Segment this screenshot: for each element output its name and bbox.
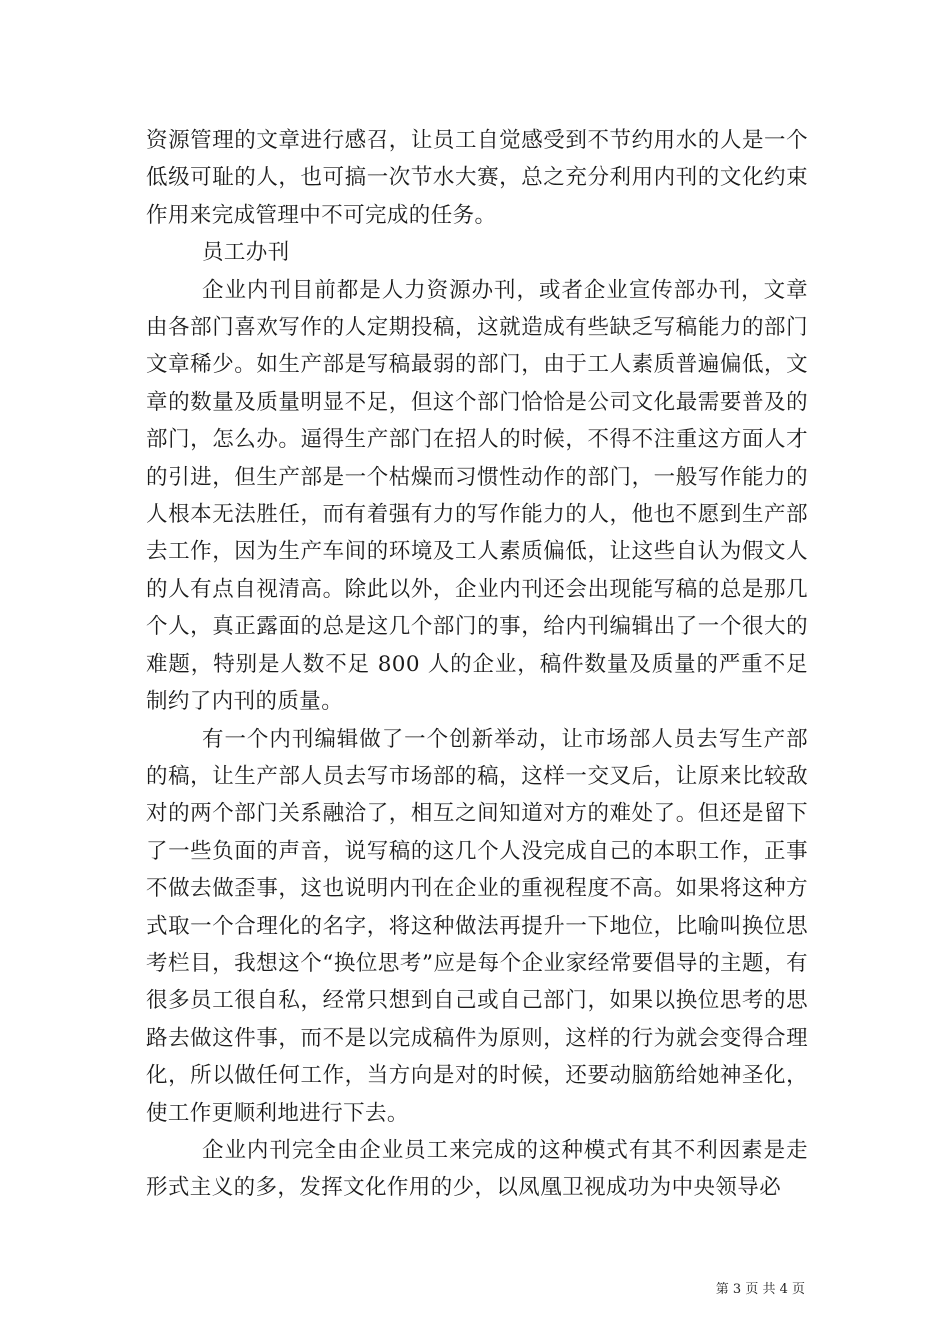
paragraph: 企业内刊目前都是人力资源办刊，或者企业宣传部办刊，文章由各部门喜欢写作的人定期投稿，这就造成有些缺乏写稿能力的部门文章稀少。如生产部是写稿最弱的部门，由于工人素质普遍偏低，文章的数量及质量明显不足，但这个部门恰恰是公司文化最需要普及的部门，怎么办。逼得生产部门在招人的时候，不得不注重这方面人才的引进，但生产部是一个枯燥而习惯性动作的部门，一般写作能力的人根本无法胜任，而有着强有力的写作能力的人，他也不愿到生产部去工作，因为生产车间的环境及工人素质偏低，让这些自认为假文人的人有点自视清高。除此以外，企业内刊还会出现能写稿的总是那几个人，真正露面的总是这几个部门的事，给内刊编辑出了一个很大的难题，特别是人数不足 800 人的企业，稿件数量及质量的严重不足制约了内刊的质量。 (146, 277, 808, 715)
paragraph-continuation: 资源管理的文章进行感召，让员工自觉感受到不节约用水的人是一个低级可耻的人，也可搞一次节水大赛，总之充分利用内刊的文化约束作用来完成管理中不可完成的任务。 (146, 128, 808, 228)
document-body (146, 122, 808, 1207)
section-heading: 员工办刊 (202, 240, 290, 266)
paragraph: 企业内刊完全由企业员工来完成的这种模式有其不利因素是走形式主义的多，发挥文化作用的少，以凤凰卫视成功为中央领导必 (146, 1137, 808, 1201)
paragraph: 有一个内刊编辑做了一个创新举动，让市场部人员去写生产部的稿，让生产部人员去写市场部的稿，这样一交叉后，让原来比较敌对的两个部门关系融洽了，相互之间知道对方的难处了。但还是留下了一些负面的声音，说写稿的这几个人没完成自己的本职工作，正事不做去做歪事，这也说明内刊在企业的重视程度不高。如果将这种方式取一个合理化的名字，将这种做法再提升一下地位，比喻叫换位思考栏目，我想这个“换位思考”应是每个企业家经常要倡导的主题，有很多员工很自私，经常只想到自己或自己部门，如果以换位思考的思路去做这件事，而不是以完成稿件为原则，这样的行为就会变得合理化，所以做任何工作，当方向是对的时候，还要动脑筋给她神圣化，使工作更顺利地进行下去。 (146, 726, 808, 1126)
page-number: 第 3 页 共 4 页 (715, 1282, 805, 1297)
